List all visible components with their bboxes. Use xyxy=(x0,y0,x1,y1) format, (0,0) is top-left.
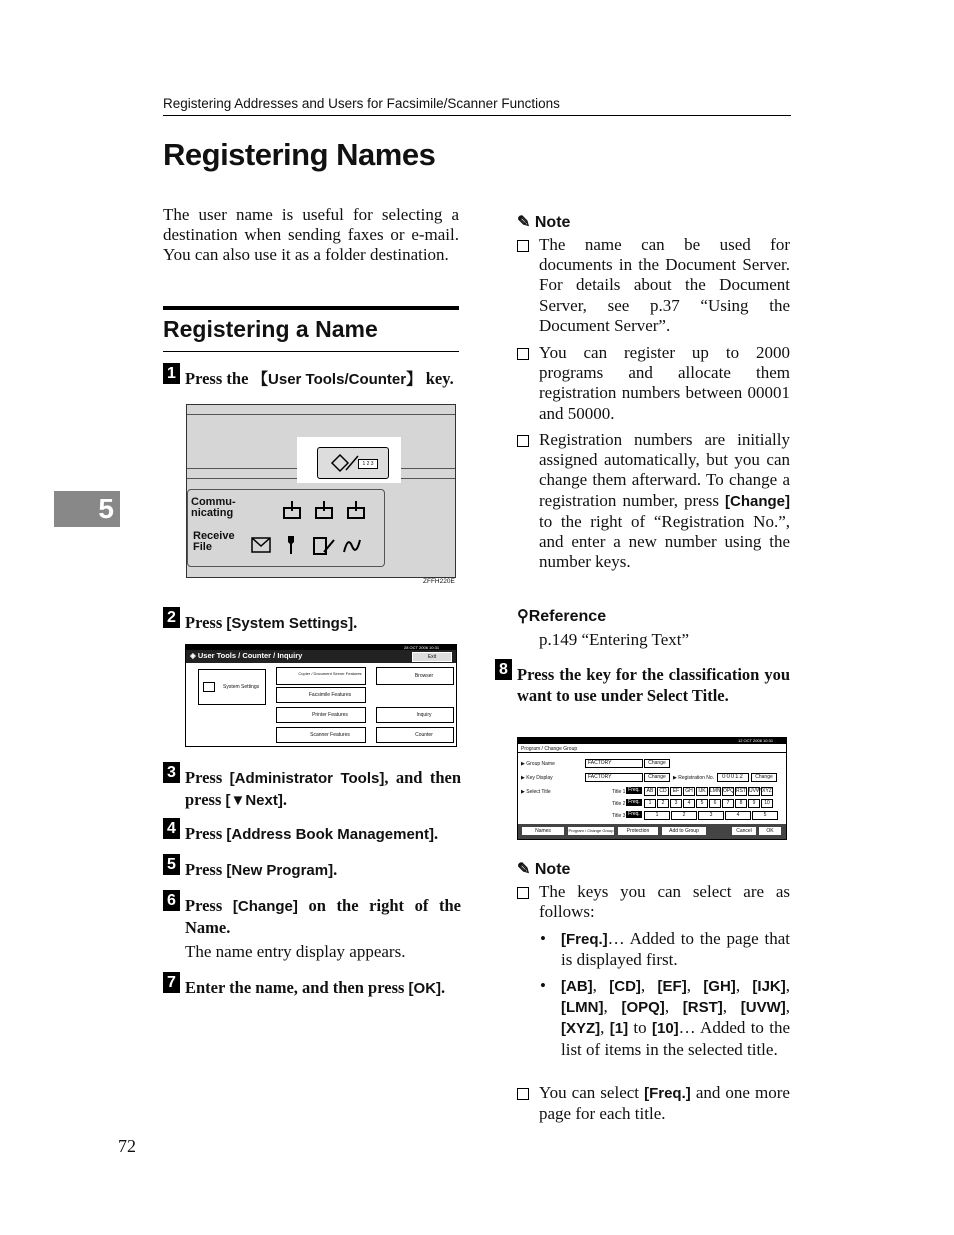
sub-item: [AB], [CD], [EF], [GH], [IJK], [LMN], [OPQ], [RST], [UVW], [XYZ], [1] to [10]… Added to the list of items in the selected title. xyxy=(561,976,791,1059)
facsimile-features-label: Facsimile Features xyxy=(308,692,352,698)
number-key[interactable]: 4 xyxy=(683,799,695,808)
screen-date: 28 OCT 2006 10:31 xyxy=(404,645,440,650)
number-key[interactable]: 4 xyxy=(725,811,751,820)
registration-no-label: ▶ Registration No. xyxy=(673,775,715,781)
step-7: Enter the name, and then press [OK]. xyxy=(185,978,446,997)
note-item: You can register up to 2000 programs and allocate them registration numbers between 00001 and 50000. xyxy=(539,343,790,423)
inquiry-button[interactable] xyxy=(376,707,454,723)
tray-icons xyxy=(282,500,372,524)
tab-add-to-group[interactable]: Add to Group xyxy=(662,827,706,835)
step-3: Press [Administrator Tools], and then press [▼Next]. xyxy=(185,768,462,809)
system-settings-icon xyxy=(203,682,215,692)
step-number-7: 7 xyxy=(163,972,180,993)
checkbox-bullet xyxy=(517,886,529,904)
step-number-1: 1 xyxy=(163,363,180,384)
note-heading: ✎ Note xyxy=(517,861,571,878)
registration-no-change-button[interactable]: Change xyxy=(751,773,777,782)
exit-button[interactable]: Exit xyxy=(412,652,452,662)
counter-button[interactable] xyxy=(376,727,454,743)
number-key[interactable]: 1 xyxy=(644,799,656,808)
title-key[interactable]: LMN xyxy=(710,788,721,794)
header-rule xyxy=(163,115,791,116)
note-item: Registration numbers are initially assigned automatically, but you can change them afterward. To change a registration number, press [Change] to the right of “Registration No.”, and enter a new number using the number keys. xyxy=(539,430,790,572)
system-settings-label: System Settings xyxy=(223,684,260,690)
group-name-value: FACTORY xyxy=(585,759,643,768)
tab-names[interactable]: Names xyxy=(522,827,564,835)
running-header: Registering Addresses and Users for Facsimile/Scanner Functions xyxy=(163,96,560,111)
title-2-label: Title 2 xyxy=(612,801,626,807)
note-item: The name can be used for documents in the Document Server. For details about the Document Server, see p.37 “Using the Document Server”. xyxy=(539,235,790,335)
number-key[interactable]: 3 xyxy=(670,799,682,808)
number-key[interactable]: 8 xyxy=(735,799,747,808)
ok-button[interactable]: OK xyxy=(759,827,781,835)
communicating-label: Commu- nicating xyxy=(191,496,236,519)
step-number-6: 6 xyxy=(163,890,180,911)
pencil-icon: ✎ xyxy=(517,861,531,878)
key-display-change-button[interactable]: Change xyxy=(644,773,670,782)
number-key[interactable]: Freq. xyxy=(626,811,642,818)
number-key[interactable]: 10 xyxy=(761,799,773,808)
title-key[interactable]: XYZ xyxy=(762,788,772,794)
scanner-features-label: Scanner Features xyxy=(310,732,350,738)
tab-bar xyxy=(518,824,786,839)
note-item: The keys you can select are as follows: xyxy=(539,882,790,922)
title-3-label: Title 3 xyxy=(612,813,626,819)
step-2: Press [System Settings]. xyxy=(185,613,358,632)
user-tools-key-label: User Tools/Counter xyxy=(268,371,407,388)
step-4: Press [Address Book Management]. xyxy=(185,824,439,843)
cancel-button[interactable]: Cancel xyxy=(732,827,756,835)
title-key[interactable]: CD xyxy=(657,787,669,796)
copier-features-button[interactable] xyxy=(276,667,366,685)
number-key[interactable]: 1 xyxy=(644,811,670,820)
number-key[interactable]: 5 xyxy=(696,799,708,808)
control-panel-illustration xyxy=(186,404,456,578)
key-display-value: FACTORY xyxy=(585,773,643,782)
divider xyxy=(518,752,786,753)
chapter-tab: 5 xyxy=(54,491,120,527)
title-key[interactable]: RST xyxy=(736,788,746,794)
counter-icon: 1 2 3 xyxy=(358,459,378,469)
user-tools-screen xyxy=(185,644,457,747)
facsimile-features-button[interactable] xyxy=(276,687,366,703)
receive-file-label: Receive File xyxy=(193,530,235,553)
title-key[interactable]: IJK xyxy=(696,787,708,796)
number-key[interactable]: 2 xyxy=(671,811,697,820)
key-display-label: ▶ Key Display xyxy=(521,775,553,781)
number-key[interactable]: 3 xyxy=(698,811,724,820)
scanner-features-button[interactable] xyxy=(276,727,366,743)
figure-code: ZFFH220E xyxy=(423,578,455,585)
section-title: Registering a Name xyxy=(163,316,378,342)
tab-protection[interactable]: Protection xyxy=(618,827,658,835)
group-name-label: ▶ Group Name xyxy=(521,761,555,767)
checkbox-bullet xyxy=(517,1087,529,1105)
reference-heading: ⚲Reference xyxy=(517,608,607,625)
panel-key-group xyxy=(187,489,385,567)
step-5: Press [New Program]. xyxy=(185,860,338,879)
screen-title: ◈ User Tools / Counter / Inquiry xyxy=(190,651,303,660)
dot-bullet: • xyxy=(540,929,546,948)
sub-item: [Freq.]… Added to the page that is displayed first. xyxy=(561,929,790,970)
title-key[interactable]: AB xyxy=(644,787,656,796)
title-1-label: Title 1 xyxy=(612,789,626,795)
step-6-result: The name entry display appears. xyxy=(185,942,406,961)
panel-line xyxy=(187,414,455,415)
number-key[interactable]: 7 xyxy=(722,799,734,808)
section-rule-top xyxy=(163,306,459,310)
number-key[interactable]: 6 xyxy=(709,799,721,808)
program-change-group-screen xyxy=(517,737,787,840)
registration-no-value: 00012 xyxy=(717,773,749,782)
step-number-5: 5 xyxy=(163,854,180,875)
dot-bullet: • xyxy=(540,976,546,995)
number-key[interactable]: 9 xyxy=(748,799,760,808)
title-key[interactable]: OPQ xyxy=(723,788,735,794)
screen-date: 12 OCT 2006 10:31 xyxy=(738,738,774,743)
checkbox-bullet xyxy=(517,347,529,365)
page-title: Registering Names xyxy=(163,137,436,172)
intro-paragraph: The user name is useful for selecting a destination when sending faxes or e-mail. You can also use it as a folder destination. xyxy=(163,205,459,265)
copier-features-label: Copier / Document Server Features xyxy=(298,671,362,676)
group-name-change-button[interactable]: Change xyxy=(644,759,670,768)
screen-title: Program / Change Group xyxy=(521,746,578,752)
page-number: 72 xyxy=(118,1136,136,1156)
pencil-icon: ✎ xyxy=(517,214,531,231)
printer-features-label: Printer Features xyxy=(312,712,348,718)
section-rule-bottom xyxy=(163,351,459,352)
number-key[interactable]: 5 xyxy=(752,811,778,820)
tab-program-change-group[interactable]: Program / Change Group xyxy=(568,828,614,833)
title-key[interactable]: EF xyxy=(670,787,682,796)
user-tools-counter-key[interactable] xyxy=(317,447,389,479)
function-icons xyxy=(250,534,380,558)
step-6: Press [Change] on the right of the Name. xyxy=(185,896,461,937)
title-key[interactable]: UVW xyxy=(749,788,761,794)
printer-features-button[interactable] xyxy=(276,707,366,723)
number-key[interactable]: Freq. xyxy=(626,799,642,806)
title-key[interactable]: Freq. xyxy=(626,787,642,794)
magnifier-icon: ⚲ xyxy=(517,608,529,625)
inquiry-label: Inquiry xyxy=(416,712,432,718)
checkbox-bullet xyxy=(517,434,529,452)
step-8: Press the key for the classification you want to use under Select Title. xyxy=(517,665,790,705)
step-1: Press the 【User Tools/Counter】 key. xyxy=(185,369,454,388)
step-number-2: 2 xyxy=(163,607,180,628)
number-key[interactable]: 2 xyxy=(657,799,669,808)
checkbox-bullet xyxy=(517,239,529,257)
counter-label: Counter xyxy=(415,732,433,738)
note-item: You can select [Freq.] and one more page for each title. xyxy=(539,1083,790,1124)
browser-button[interactable] xyxy=(376,667,454,685)
browser-label: Browser xyxy=(414,673,434,679)
reference-text: p.149 “Entering Text” xyxy=(539,630,690,649)
title-key[interactable]: GH xyxy=(683,787,695,796)
select-title-label: ▶ Select Title xyxy=(521,789,551,795)
step-number-8: 8 xyxy=(495,659,512,680)
note-heading: ✎ Note xyxy=(517,214,571,231)
step-number-4: 4 xyxy=(163,818,180,839)
step-number-3: 3 xyxy=(163,762,180,783)
system-settings-button[interactable] xyxy=(198,669,266,705)
